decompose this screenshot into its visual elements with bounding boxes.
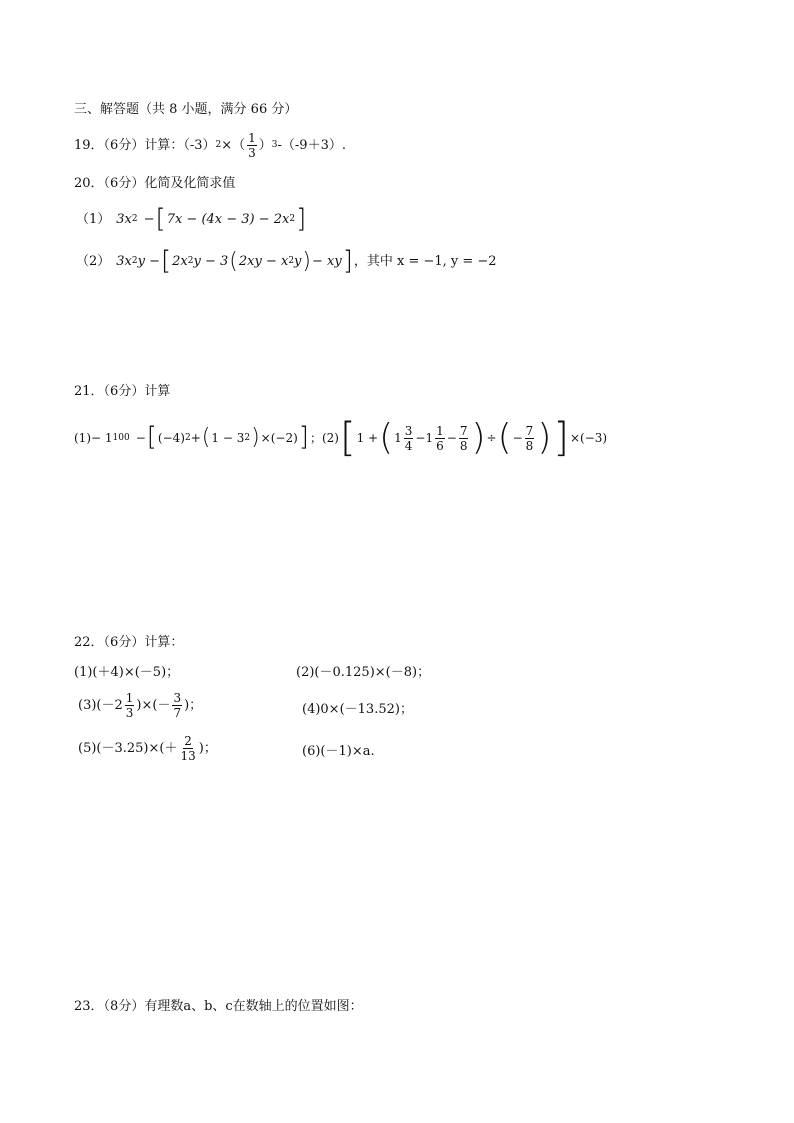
fraction-one-third: $\frac{1}{3}$ xyxy=(248,131,256,160)
left-paren-symbol: ( xyxy=(201,425,211,451)
question-22-title: 22．（6分）计算： xyxy=(74,635,184,650)
right-paren-symbol: ) xyxy=(471,416,486,458)
right-bracket-symbol: ] xyxy=(553,415,569,461)
question-20-part-1: （1） 3x 2 − [ 7x − (4x − 3) − 2x 2 ] xyxy=(76,204,307,234)
question-22-part-5: (5)(－3.25)×(＋ $\frac{2}{13}$ )； xyxy=(78,734,217,763)
question-21-expression: (1)− 1 100 − [ (−4) 2 + ( 1 − 3 2 ) × (−2) ] ； (2) [ 1 + ( 1 $\frac{3}{4}$ − 1 $\frac{1}{6}$ − $\frac{7}{8}$ ) ÷ ( − $\frac{7}{8}$ ) ] ×(−3) xyxy=(74,415,608,461)
mixed-number: 1 $\frac{1}{6}$ xyxy=(425,423,444,453)
left-bracket-symbol: [ xyxy=(339,415,356,461)
left-paren-symbol: ( xyxy=(229,248,238,274)
question-22-part-4: (4)0×(－13.52)； xyxy=(302,702,413,717)
question-22-part-6: (6)(－1)×a. xyxy=(302,744,375,759)
left-bracket-symbol: [ xyxy=(146,422,157,453)
mixed-number: 1 $\frac{3}{4}$ xyxy=(394,423,413,453)
right-bracket-symbol: ] xyxy=(342,246,353,276)
right-bracket-symbol: ] xyxy=(298,422,309,453)
right-paren-symbol: ) xyxy=(251,425,260,451)
right-paren-symbol: ) xyxy=(537,416,552,458)
question-22-part-2: (2)(－0.125)×(－8)； xyxy=(296,665,431,680)
left-bracket-symbol: [ xyxy=(161,246,172,276)
fraction: $\frac{7}{8}$ xyxy=(459,423,468,453)
fraction: $\frac{7}{8}$ xyxy=(525,423,534,453)
left-paren-symbol: ( xyxy=(497,416,512,458)
left-paren-symbol: ( xyxy=(379,416,394,458)
question-22-part-1: (1)(＋4)×(－5)； xyxy=(74,665,180,680)
question-23: 23．（8分）有理数a、b、c在数轴上的位置如图： xyxy=(74,999,363,1014)
left-bracket-symbol: [ xyxy=(155,204,166,234)
question-20-title: 20．（6分）化简及化简求值 xyxy=(74,176,236,191)
question-19: 19．（6分）计算：（-3） 2 ×（ $\frac{1}{3}$ ） 3 -（-9＋3）. xyxy=(74,131,346,160)
question-20-part-2: （2） 3x 2 y − [ 2x 2 y − 3 ( 2xy − x 2 y ) − xy ] ，其中 x = −1, y = −2 xyxy=(76,246,497,276)
question-21-title: 21．（6分）计算 xyxy=(74,384,171,399)
question-22-part-3: (3)(－2 $\frac{1}{3}$ )×(－ $\frac{3}{7}$ )； xyxy=(78,691,203,720)
right-paren-symbol: ) xyxy=(302,248,311,274)
section-heading: 三、解答题（共 8 小题，满分 66 分） xyxy=(74,102,298,117)
right-bracket-symbol: ] xyxy=(296,204,307,234)
